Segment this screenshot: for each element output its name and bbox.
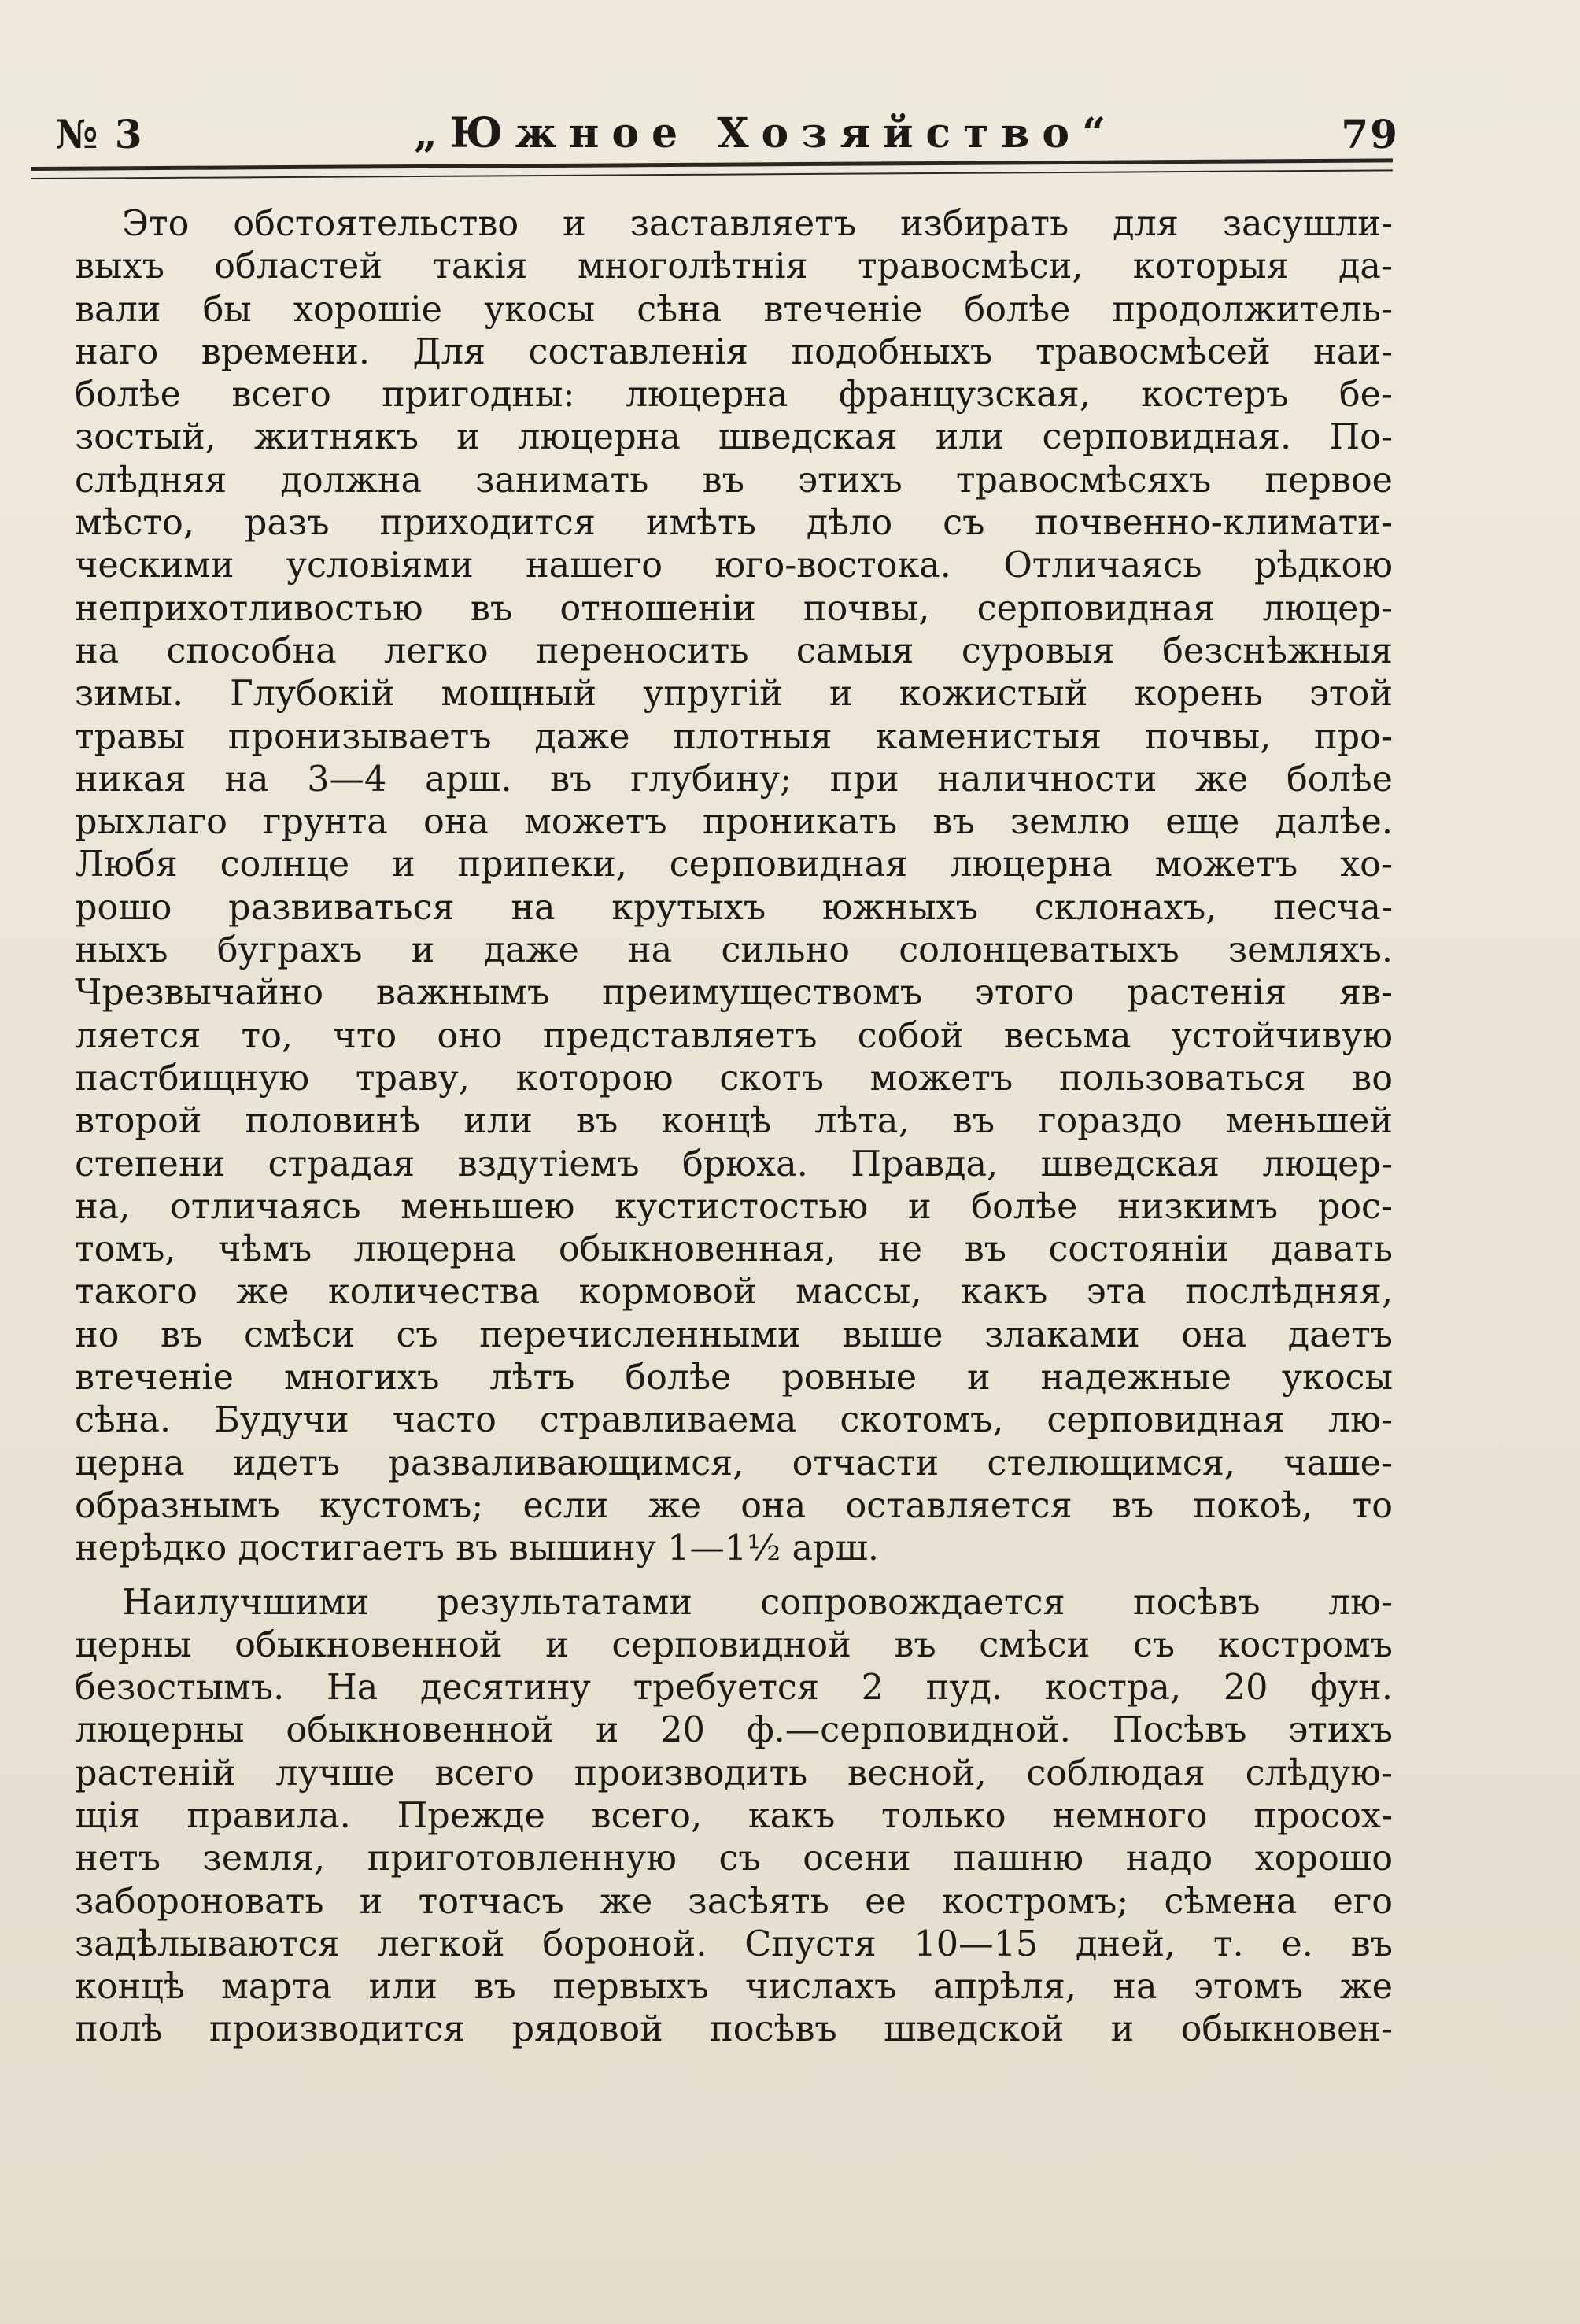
- text-line: зимы. Глубокій мощный упругій и кожистый корень этой: [75, 674, 1393, 715]
- text-line: сѣна. Будучи часто стравливаема скотомъ, серповидная лю-: [75, 1400, 1393, 1441]
- text-line: рыхлаго грунта она можетъ проникать въ землю еще далѣе.: [75, 802, 1393, 843]
- text-line: слѣдняя должна занимать въ этихъ травосмѣсяхъ первое: [75, 460, 1393, 501]
- text-line: церны обыкновенной и серповидной въ смѣси съ костромъ: [75, 1624, 1393, 1665]
- text-line: рошо развиваться на крутыхъ южныхъ склонахъ, песча-: [75, 887, 1393, 928]
- text-line: степени страдая вздутіемъ брюха. Правда, шведская люцер-: [75, 1144, 1393, 1184]
- header-rule-thick: [31, 158, 1393, 171]
- text-line: Любя солнце и припеки, серповидная люцерна можетъ хо-: [75, 844, 1393, 885]
- text-line: ляется то, что оно представляетъ собой весьма устойчивую: [75, 1015, 1393, 1056]
- text-line: второй половинѣ или въ концѣ лѣта, въ гораздо меньшей: [75, 1101, 1393, 1142]
- text-line: заборонoвать и тотчасъ же засѣять ее костромъ; сѣмена его: [75, 1881, 1393, 1922]
- text-line: пастбищную траву, которою скотъ можетъ пользоваться во: [75, 1058, 1393, 1099]
- text-line: зостый, житнякъ и люцерна шведская или серповидная. По-: [75, 417, 1393, 458]
- text-line: наго времени. Для составленія подобныхъ травосмѣсей наи-: [75, 331, 1393, 372]
- page-number: 79: [1341, 111, 1399, 157]
- text-line: церна идетъ разваливающимся, отчасти стелющимся, чаше-: [75, 1443, 1393, 1483]
- text-line: ныхъ буграхъ и даже на сильно солонцеватыхъ земляхъ.: [75, 930, 1393, 971]
- text-line: Наилучшими результатами сопровождается посѣвъ лю-: [122, 1582, 1393, 1623]
- article-body: [75, 203, 1393, 2052]
- text-line: безостымъ. На десятину требуется 2 пуд. костра, 20 фун.: [75, 1668, 1393, 1709]
- text-line: Это обстоятельство и заставляетъ избирать для засушли-: [122, 204, 1393, 244]
- text-line: Чрезвычайно важнымъ преимуществомъ этого растенія яв-: [75, 973, 1393, 1014]
- header-rule-thin: [31, 169, 1393, 179]
- text-line: нетъ земля, приготовленную съ осени пашню надо хорошо: [75, 1838, 1393, 1879]
- text-line: на способна легко переносить самыя суровыя безснѣжныя: [75, 630, 1393, 671]
- text-line: растеній лучше всего производить весной, соблюдая слѣдую-: [75, 1753, 1393, 1794]
- text-line: вали бы хорошіе укосы сѣна втеченіе болѣе продолжитель-: [75, 289, 1393, 330]
- text-line: задѣлываются легкой бороной. Спустя 10—15 дней, т. е. въ: [75, 1923, 1393, 1964]
- text-line: на, отличаясь меньшею кустистостью и болѣе низкимъ рос-: [75, 1186, 1393, 1227]
- text-line: но въ смѣси съ перечисленными выше злаками она даетъ: [75, 1314, 1393, 1355]
- text-line: полѣ производится рядовой посѣвъ шведской и обыкновен-: [75, 2009, 1393, 2050]
- text-line: неприхотливостью въ отношеніи почвы, серповидная люцер-: [75, 588, 1393, 629]
- text-line: люцерны обыкновенной и 20 ф.—серповидной. Посѣвъ этихъ: [75, 1710, 1393, 1751]
- text-line: нерѣдко достигаетъ въ вышину 1—1½ арш.: [75, 1528, 880, 1569]
- text-line: никая на 3—4 арш. въ глубину; при наличности же болѣе: [75, 759, 1393, 800]
- journal-title: „Южное Хозяйство“: [413, 109, 1119, 157]
- text-line: мѣсто, разъ приходится имѣть дѣло съ почвенно-климати-: [75, 503, 1393, 544]
- text-line: образнымъ кустомъ; если же она оставляется въ покоѣ, то: [75, 1485, 1393, 1526]
- text-line: втеченіе многихъ лѣтъ болѣе ровные и надежные укосы: [75, 1358, 1393, 1398]
- issue-number: № 3: [55, 111, 144, 157]
- text-line: травы пронизываетъ даже плотныя каменистыя почвы, про-: [75, 716, 1393, 757]
- text-line: концѣ марта или въ первыхъ числахъ апрѣля, на этомъ же: [75, 1967, 1393, 2008]
- text-line: томъ, чѣмъ люцерна обыкновенная, не въ состояніи давать: [75, 1229, 1393, 1270]
- text-line: болѣе всего пригодны: люцерна французская, костеръ бе-: [75, 375, 1393, 416]
- text-line: такого же количества кормовой массы, какъ эта послѣдняя,: [75, 1272, 1393, 1313]
- text-line: выхъ областей такія многолѣтнія травосмѣси, которыя да-: [75, 246, 1393, 287]
- running-header: [55, 110, 1399, 157]
- text-line: ческими условіями нашего юго-востока. Отличаясь рѣдкою: [75, 545, 1393, 586]
- text-line: щія правила. Прежде всего, какъ только немного просох-: [75, 1795, 1393, 1836]
